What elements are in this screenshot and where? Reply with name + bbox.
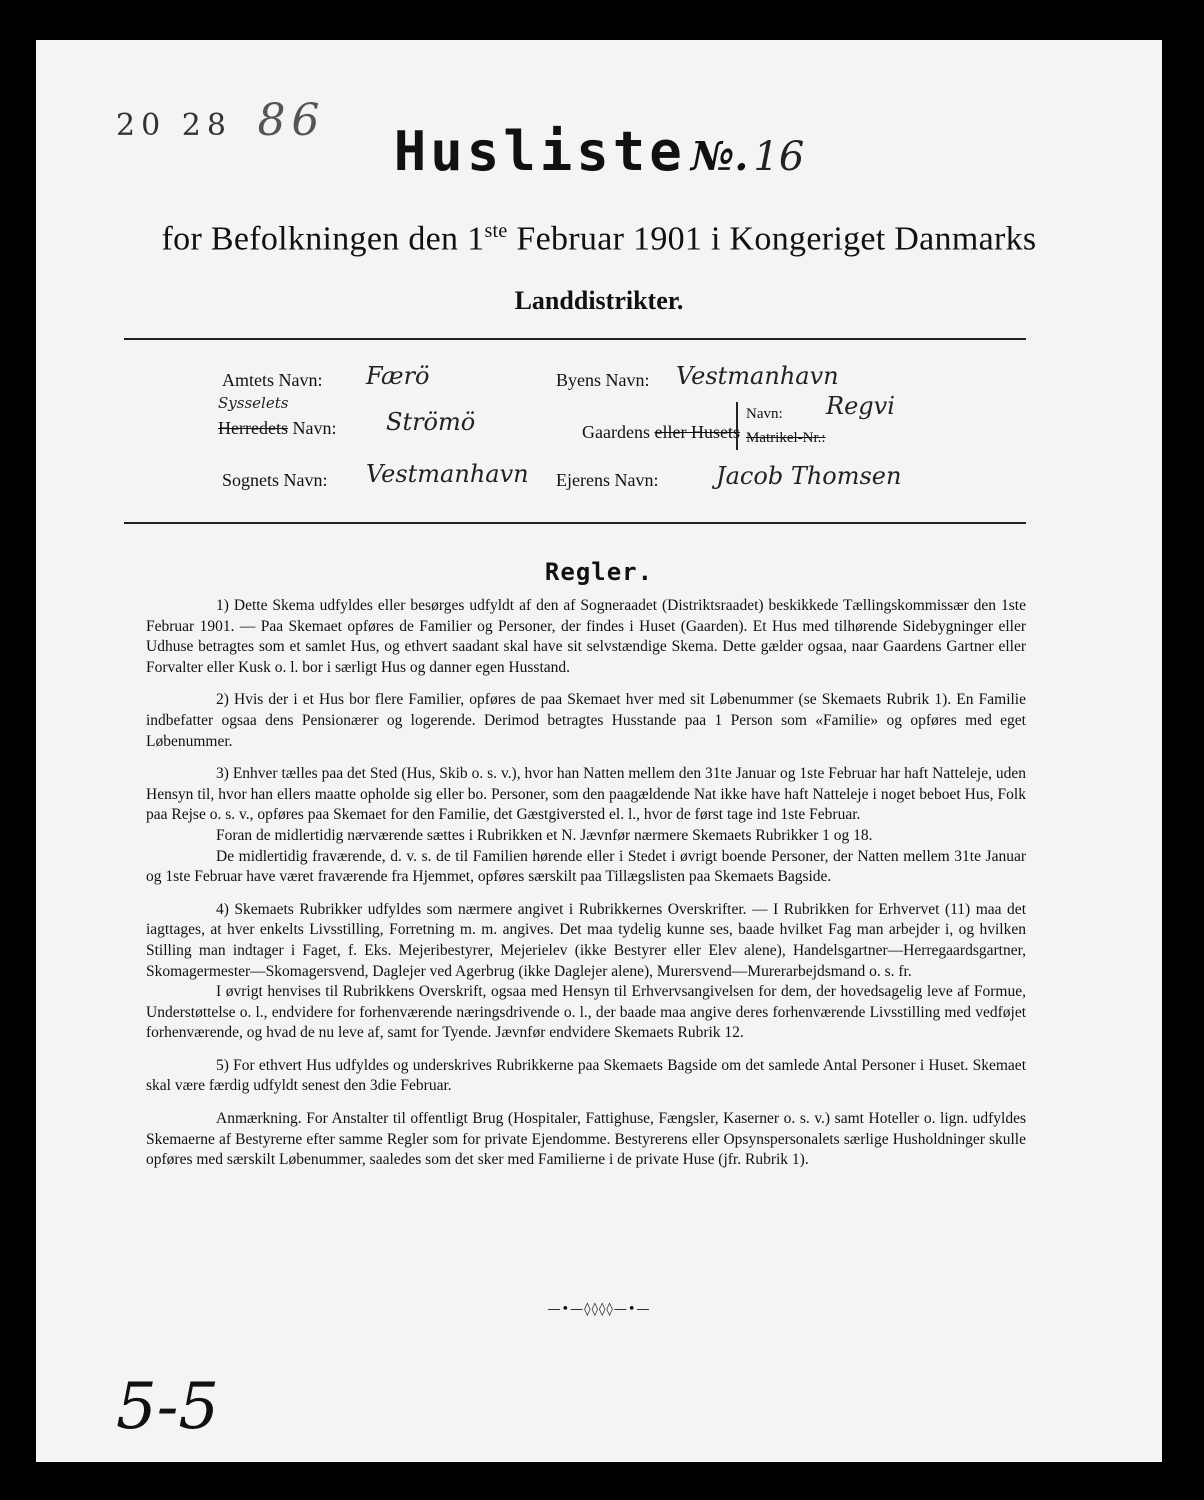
- herred-navn: Navn:: [287, 418, 337, 438]
- form-subtitle: [36, 220, 1162, 258]
- sogn-value: Vestmanhavn: [366, 460, 529, 488]
- district-label: Landdistrikter.: [514, 286, 684, 315]
- navn-value: Regvi: [826, 392, 895, 420]
- by-label: Byens Navn:: [556, 370, 650, 390]
- matrikel-struck: Matrikel-Nr.:: [746, 430, 826, 446]
- rule-5: 5) For ethvert Hus udfyldes og underskrives Rubrikkerne paa Skemaets Bagside om det samlede Antal Personer i Huset. Skemaet skal være færdig udfyldt senest den 3die Februar.: [146, 1056, 1026, 1095]
- navn-label: Navn:: [746, 406, 783, 422]
- amt-label: Amtets Navn:: [222, 370, 323, 390]
- herred-value: Strömö: [386, 408, 476, 436]
- title-text: Husliste: [393, 120, 686, 183]
- gaard-struck: eller Husets: [654, 422, 740, 442]
- rule-3b: Foran de midlertidig nærværende sættes i Rubrikken et N. Jævnfør nærmere Skemaets Rubrikker 1 og 18.: [216, 826, 873, 844]
- divider-bottom: [124, 522, 1026, 524]
- mark-2: 28: [181, 108, 232, 143]
- divider-top: [124, 338, 1026, 340]
- rule-3a: 3) Enhver tælles paa det Sted (Hus, Skib o. s. v.), hvor han Natten mellem den 31te Januar og 1ste Februar har haft Natteleje, uden Hensyn til, hvor han ellers maatte opholde sig eller bo. Personer, som den paagældende Nat ikke have haft Natteleje i noget beboet Hus, Folk paa Rejse o. s. v., opføres paa Skemaet for den Familie, det Gæstgiversted el. l., hvor de først tage ind 1ste Februar.: [146, 765, 1026, 824]
- herred-struck: Herredets: [218, 418, 288, 438]
- number-label: №.: [690, 133, 749, 180]
- form-title: [36, 120, 1162, 183]
- gaard-label: [582, 422, 740, 443]
- ejer-label: Ejerens Navn:: [556, 470, 659, 490]
- rule-2: 2) Hvis der i et Hus bor flere Familier, opføres de paa Skemaet hver med sit Løbenummer (se Skemaets Rubrik 1). En Familie indbefatter ogsaa dens Pensionærer og logerende. Derimod betragtes Husstande paa 1 Person som «Familie» og opføres med eget Løbenummer.: [146, 691, 1026, 750]
- rules-body: [146, 596, 1026, 1183]
- rule-4b: I øvrigt henvises til Rubrikkens Overskrift, ogsaa med Hensyn til Erhvervsangivelsen for dem, der hovedsagelig leve af Formue, Understøttelse o. l., endvidere for forhenværende næringsdrivende o. l., der baade maa angive deres forhenværende Livsstilling med vedføjet forhenværende, og hvad de nu leve af, samt for Tyende. Jævnfør endvidere Skemaets Rubrik 12.: [146, 983, 1026, 1042]
- gaard-sub: [736, 402, 826, 450]
- rule-3c: De midlertidig fraværende, d. v. s. de til Familien hørende eller i Stedet i øvrigt boende Personer, der Natten mellem 31te Januar og 1ste Februar have været fraværende fra Hjemmet, opføres særskilt paa Tillægslisten paa Skemaets Bagside.: [146, 847, 1026, 886]
- mark-1: 20: [116, 108, 167, 143]
- ejer-value: Jacob Thomsen: [716, 462, 902, 490]
- subtitle-post: Februar 1901 i Kongeriget Danmarks: [507, 220, 1037, 258]
- census-form-page: [36, 40, 1162, 1462]
- rule-1: 1) Dette Skema udfyldes eller besørges udfyldt af den af Sogneraadet (Distriktsraadet) beskikkede Tællingskommissær den 1ste Februar 1901. — Paa Skemaet opføres de Familier og Personer, der findes i Huset (Gaarden). Et Hus med tilhørende Sidebygninger eller Udhuse betragtes som et samlet Hus, og ethvert saadant skal have sit selvstændige Skema. Dette gælder ogsaa, naar Gaardens Gartner eller Forvalter eller Kusk o. l. bor i særligt Hus og danner egen Husstand.: [146, 597, 1026, 676]
- sogn-label: Sognets Navn:: [222, 470, 328, 490]
- rule-4a: 4) Skemaets Rubrikker udfyldes som nærmere angivet i Rubrikkernes Overskrifter. — I Rubrikken for Erhvervet (11) maa det iagttages, at hver enkelts Livsstilling, Forretning m. m. angives. Det maa tydelig kunne ses, baade hvilket Fag man arbejder i, og hvilken Stilling man indtager i Faget, f. Eks. Mejeribestyrer, Mejerielev (ikke Bestyrer eller Elev alene), Handelsgartner—Herregaardsgartner, Skomagermester—Skomagersvend, Daglejer ved Agerbrug (ikke Daglejer alene), Murersvend—Murerarbejdsmand o. s. fr.: [146, 900, 1026, 980]
- amt-value: Færö: [366, 362, 430, 390]
- herred-label: [218, 418, 336, 439]
- mark-3: 86: [257, 95, 326, 146]
- herred-overwrite: Sysselets: [218, 394, 289, 412]
- subtitle-pre: for Befolkningen den 1: [161, 220, 485, 258]
- rule-note: Anmærkning. For Anstalter til offentligt Brug (Hospitaler, Fattighuse, Fængsler, Kaserner o. s. v.) samt Hoteller o. lign. udfyldes Skemaerne af Bestyrerne efter samme Regler som for private Ejendomme. Bestyrerens eller Opsynspersonalets særlige Husholdninger skulle opføres med særskilt Løbenummer, saaledes som det sker med Familierne i de private Huse (jfr. Rubrik 1).: [146, 1110, 1026, 1169]
- number-value: 16: [753, 134, 805, 180]
- bottom-mark: 5-5: [116, 1370, 220, 1444]
- ornament: —•—◊◊◊◊—•—: [547, 1302, 651, 1317]
- subtitle-sup: ste: [484, 220, 508, 242]
- gaard-text: Gaardens: [582, 422, 650, 442]
- by-value: Vestmanhavn: [676, 362, 839, 390]
- rules-heading: Regler.: [544, 558, 654, 586]
